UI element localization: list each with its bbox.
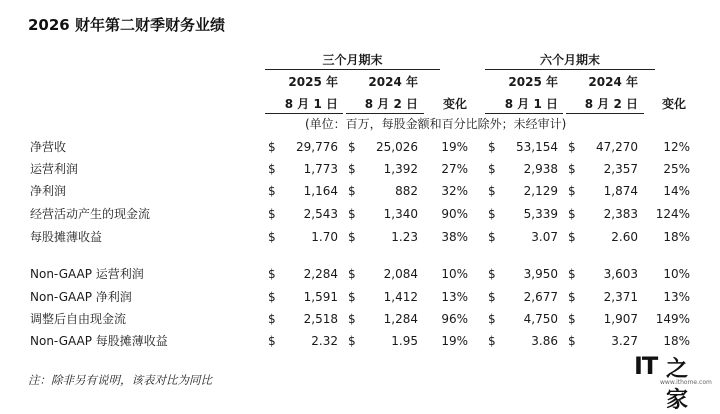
value-q25: 1,164 [303,184,338,198]
value-qchg: 19% [441,334,468,348]
logo-text: IT [634,352,658,380]
currency-symbol: $ [568,184,576,198]
q-2024-col-underline [346,113,424,114]
value-q24: 1.23 [391,230,418,244]
currency-symbol: $ [568,312,576,326]
six-months-underline [485,69,655,70]
value-h25: 3.07 [531,230,558,244]
logo-glyph: 之家 [666,357,689,413]
three-months-underline [265,69,440,70]
value-q25: 2,284 [303,267,338,281]
currency-symbol: $ [488,290,496,304]
h-2025-day-header: 8 月 1 日 [504,97,558,111]
currency-symbol: $ [348,162,356,176]
value-h24: 1,907 [603,312,638,326]
currency-symbol: $ [568,162,576,176]
q-2025-day-header: 8 月 1 日 [284,97,338,111]
value-h24: 2,371 [603,290,638,304]
value-h25: 2,938 [523,162,558,176]
value-h24: 3.27 [611,334,638,348]
value-q25: 2,543 [303,207,338,221]
row-label: Non-GAAP 净利润 [30,290,132,304]
row-label: 净利润 [30,184,67,198]
value-hchg: 13% [663,290,690,304]
currency-symbol: $ [268,207,276,221]
currency-symbol: $ [268,140,276,154]
currency-symbol: $ [268,162,276,176]
currency-symbol: $ [268,267,276,281]
value-q24: 1.95 [391,334,418,348]
h-2024-year-header: 2024 年 [588,75,638,89]
value-q25: 2,518 [303,312,338,326]
value-q24: 25,026 [376,140,418,154]
currency-symbol: $ [488,140,496,154]
currency-symbol: $ [568,230,576,244]
value-q25: 1,773 [303,162,338,176]
value-q25: 2.32 [311,334,338,348]
currency-symbol: $ [348,140,356,154]
h-2025-year-header: 2025 年 [508,75,558,89]
currency-symbol: $ [488,162,496,176]
value-h25: 3,950 [523,267,558,281]
value-h24: 3,603 [603,267,638,281]
value-h24: 2,383 [603,207,638,221]
currency-symbol: $ [348,230,356,244]
row-label: 每股摊薄收益 [30,230,103,244]
q-2024-day-header: 8 月 2 日 [364,97,418,111]
value-hchg: 10% [663,267,690,281]
value-hchg: 18% [663,230,690,244]
value-h25: 4,750 [523,312,558,326]
value-hchg: 124% [655,207,690,221]
currency-symbol: $ [568,140,576,154]
value-qchg: 19% [441,140,468,154]
row-label: Non-GAAP 运营利润 [30,267,144,281]
value-q25: 29,776 [296,140,338,154]
h-2024-day-header: 8 月 2 日 [584,97,638,111]
currency-symbol: $ [488,207,496,221]
six-months-header: 六个月期末 [539,53,600,67]
three-months-header: 三个月期末 [322,53,383,67]
currency-symbol: $ [568,207,576,221]
value-h24: 47,270 [596,140,638,154]
q-2025-year-header: 2025 年 [288,75,338,89]
h-2024-col-underline [566,113,644,114]
currency-symbol: $ [488,184,496,198]
value-q25: 1,591 [303,290,338,304]
q-change-header: 变化 [442,97,467,111]
currency-symbol: $ [488,267,496,281]
currency-symbol: $ [268,312,276,326]
footnote: 注：除非另有说明，该表对比为同比 [28,373,212,387]
currency-symbol: $ [348,290,356,304]
row-label: 净营收 [30,140,67,154]
row-label: Non-GAAP 每股摊薄收益 [30,334,168,348]
value-hchg: 12% [663,140,690,154]
logo-url: www.ithome.com [660,379,712,386]
value-q24: 882 [395,184,418,198]
value-qchg: 38% [441,230,468,244]
value-hchg: 14% [663,184,690,198]
value-q24: 2,084 [383,267,418,281]
value-q24: 1,392 [383,162,418,176]
value-h24: 2,357 [603,162,638,176]
value-qchg: 90% [441,207,468,221]
currency-symbol: $ [268,230,276,244]
row-label: 经营活动产生的现金流 [30,207,151,221]
currency-symbol: $ [568,290,576,304]
value-q24: 1,284 [383,312,418,326]
value-h25: 2,677 [523,290,558,304]
value-hchg: 149% [655,312,690,326]
currency-symbol: $ [348,312,356,326]
ithome-logo [634,352,712,413]
currency-symbol: $ [268,290,276,304]
value-q24: 1,340 [383,207,418,221]
currency-symbol: $ [348,267,356,281]
currency-symbol: $ [348,207,356,221]
currency-symbol: $ [488,230,496,244]
h-2025-col-underline [485,113,563,114]
q-2025-col-underline [265,113,343,114]
value-qchg: 96% [441,312,468,326]
value-qchg: 10% [441,267,468,281]
value-h25: 2,129 [523,184,558,198]
page-title: 2026 财年第二财季财务业绩 [28,16,225,34]
value-q24: 1,412 [383,290,418,304]
h-change-header: 变化 [661,97,686,111]
value-hchg: 18% [663,334,690,348]
currency-symbol: $ [348,334,356,348]
value-h25: 5,339 [523,207,558,221]
currency-symbol: $ [568,334,576,348]
value-q25: 1.70 [311,230,338,244]
value-qchg: 13% [441,290,468,304]
row-label: 调整后自由现金流 [30,312,127,326]
value-qchg: 27% [441,162,468,176]
currency-symbol: $ [568,267,576,281]
row-label: 运营利润 [30,162,79,176]
value-h25: 3.86 [531,334,558,348]
value-h24: 2.60 [611,230,638,244]
value-qchg: 32% [441,184,468,198]
q-2024-year-header: 2024 年 [368,75,418,89]
value-h25: 53,154 [516,140,558,154]
currency-symbol: $ [488,334,496,348]
value-hchg: 25% [663,162,690,176]
currency-symbol: $ [268,334,276,348]
value-h24: 1,874 [603,184,638,198]
currency-symbol: $ [348,184,356,198]
currency-symbol: $ [268,184,276,198]
currency-symbol: $ [488,312,496,326]
unit-note: (单位：百万，每股金额和百分比除外；未经审计) [305,117,567,131]
